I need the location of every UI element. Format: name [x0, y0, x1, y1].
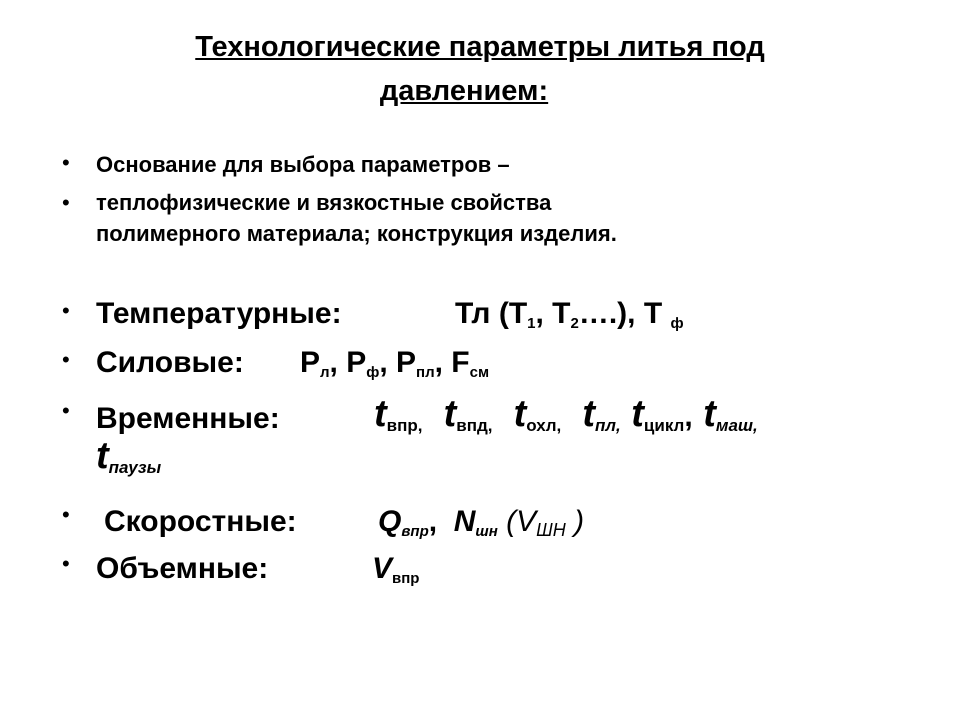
temp-label: Температурные: — [96, 297, 342, 330]
force-sep-1: , Р — [329, 346, 367, 379]
speed-paren-open: (V — [506, 505, 537, 538]
force-formula — [300, 346, 489, 380]
properties-text-line-2: полимерного материала; конструкция изделия. — [96, 221, 617, 246]
volume-formula — [372, 552, 419, 586]
force-sep-3: , F — [434, 346, 470, 379]
time-t-2: t — [443, 393, 457, 435]
force-sub-3: пл — [416, 364, 435, 381]
bullet-icon: • — [62, 551, 70, 576]
time-t-3: t — [513, 393, 527, 435]
temp-end: ….), Т — [578, 297, 663, 330]
time-comma: , — [684, 400, 693, 433]
time-t-1: t — [374, 393, 387, 435]
temp-formula — [455, 297, 684, 331]
force-sub-2: ф — [366, 364, 380, 381]
speed-formula — [378, 505, 584, 539]
time-sub-6: маш, — [715, 416, 758, 435]
bullet-icon: • — [62, 502, 70, 527]
time-t-5: t — [631, 393, 644, 435]
temp-sub-1: 1 — [527, 315, 536, 332]
speed-sub-1: впр — [401, 523, 429, 540]
bullet-icon: • — [62, 298, 70, 323]
force-label: Силовые: — [96, 346, 244, 379]
speed-sub-2: шн — [475, 523, 498, 540]
title-line-2-text: давлением: — [379, 75, 549, 107]
volume-V: V — [372, 552, 393, 585]
properties-text-line-1: теплофизические и вязкостные свойства — [96, 190, 552, 215]
force-sub-1: л — [320, 364, 330, 381]
time-sub-1: впр, — [386, 416, 423, 435]
speed-paren-close: ) — [574, 505, 585, 538]
time-t-7: t — [96, 435, 109, 477]
bullet-icon: • — [62, 150, 70, 175]
force-sep-2: , Р — [379, 346, 417, 379]
time-t-6: t — [703, 393, 716, 435]
temp-sub-2: 2 — [570, 315, 579, 332]
temp-sub-3: ф — [670, 315, 684, 332]
basis-text: Основание для выбора параметров – — [96, 152, 510, 177]
time-t-4: t — [582, 393, 596, 435]
time-sub-7: паузы — [108, 458, 162, 477]
force-sub-4: см — [469, 364, 490, 381]
time-formula-line-2 — [96, 434, 161, 478]
time-sub-5: цикл — [643, 416, 685, 435]
title-underline-tail — [548, 74, 580, 108]
slide-title-line-2 — [0, 74, 960, 108]
temp-mid: , Т — [535, 297, 571, 330]
temp-T: Тл (Т — [455, 297, 528, 330]
speed-comma: , — [428, 505, 438, 538]
bullet-icon: • — [62, 190, 70, 215]
time-sub-3: охл, — [526, 416, 562, 435]
bullet-icon: • — [62, 347, 70, 372]
time-sub-2: впд, — [456, 416, 493, 435]
volume-sub-1: впр — [392, 570, 420, 587]
slide-title-line-1: Технологические параметры литья под — [195, 31, 765, 63]
volume-label: Объемные: — [96, 552, 269, 585]
bullet-icon: • — [62, 398, 70, 423]
speed-sub-3: ШН — [536, 520, 566, 540]
speed-N: N — [453, 505, 476, 538]
speed-Q: Q — [378, 505, 402, 538]
force-P: Р — [300, 346, 321, 379]
time-sub-4: пл, — [595, 416, 621, 435]
time-formula — [374, 392, 758, 439]
speed-label: Скоростные: — [104, 505, 297, 538]
time-label: Временные: — [96, 402, 280, 435]
